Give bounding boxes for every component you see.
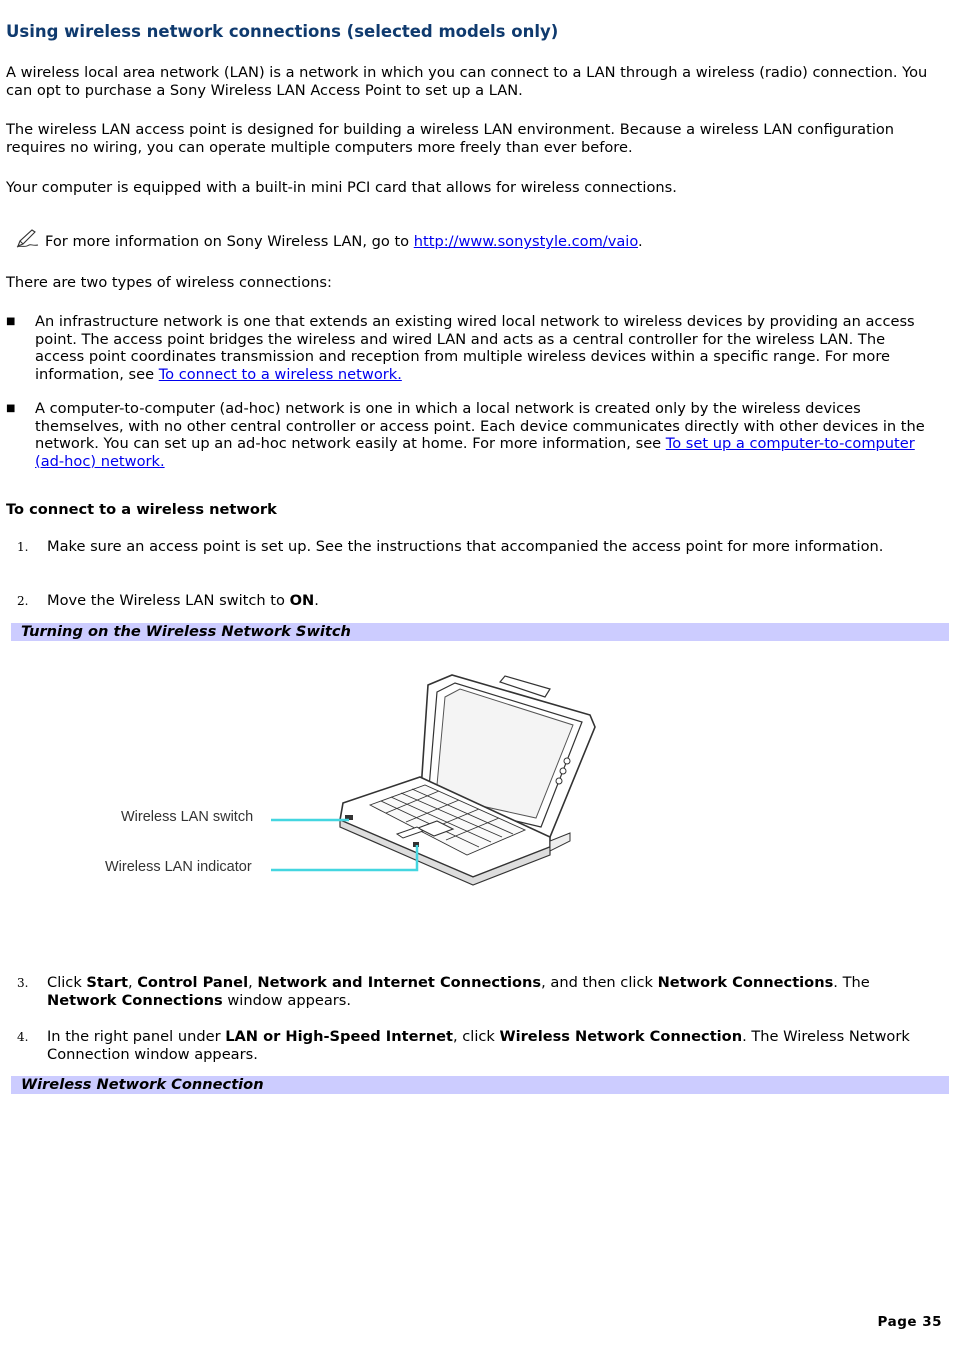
step-text-part: . The — [833, 974, 870, 991]
types-intro: There are two types of wireless connections: — [6, 274, 332, 291]
figure-caption-text: Wireless Network Connection — [21, 1076, 264, 1093]
step-text-part: , and then click — [541, 974, 658, 991]
step-number: 2. — [17, 594, 29, 608]
step-number: 3. — [17, 976, 29, 990]
figure-caption-text: Turning on the Wireless Network Switch — [21, 623, 351, 640]
bullet-square: ■ — [6, 403, 16, 414]
step-text-part: In the right panel under — [47, 1028, 226, 1045]
step-text-part: window appears. — [222, 991, 352, 1009]
step-text-part: . — [314, 592, 319, 609]
step-bold-part: Start — [86, 974, 128, 991]
step-text-part: , — [127, 974, 138, 991]
note-pen-icon — [16, 229, 40, 249]
step-text-part: , — [248, 974, 258, 991]
intro-paragraph-3: Your computer is equipped with a built-in mini PCI card that allows for wireless connections. — [6, 179, 677, 196]
step-bold-part: Wireless Network Connection — [499, 1028, 743, 1045]
sonystyle-link[interactable]: http://www.sonystyle.com/vaio — [413, 233, 639, 250]
connect-wireless-link[interactable]: To connect to a wireless network. — [158, 365, 402, 383]
section-heading: To connect to a wireless network — [6, 501, 277, 518]
step-3-text — [47, 974, 927, 1009]
note-text-end: . — [638, 233, 643, 250]
step-text-part: , click — [452, 1028, 500, 1045]
note-text: For more information on Sony Wireless LAN, go to — [45, 233, 414, 250]
bullet-square: ■ — [6, 316, 16, 327]
bullet-infrastructure — [35, 313, 925, 383]
laptop-illustration — [95, 665, 605, 890]
page-title: Using wireless network connections (selected models only) — [6, 22, 559, 41]
step-2-text — [47, 592, 927, 610]
note-line — [45, 233, 925, 251]
wireless-lan-indicator-label: Wireless LAN indicator — [105, 859, 252, 875]
adhoc-network-link[interactable]: To set up a computer-to-computer (ad-hoc) network. — [35, 435, 915, 470]
bullet-adhoc — [35, 400, 925, 470]
intro-paragraph-2: The wireless LAN access point is designed for building a wireless LAN environment. Because a wireless LAN configuration requires no wiring, you can operate multiple computers more freely than ever before. — [6, 121, 895, 156]
step-bold-part: Network Connections — [47, 991, 223, 1009]
wireless-lan-switch-label: Wireless LAN switch — [121, 809, 254, 825]
step-text-part: Click — [47, 974, 87, 991]
step-bold-part: LAN or High-Speed Internet — [225, 1028, 453, 1045]
step-bold-part: Network and Internet Connections — [257, 974, 542, 991]
step-bold-part: Network Connections — [657, 974, 834, 991]
step-number: 4. — [17, 1030, 29, 1044]
bullet-text: A computer-to-computer (ad-hoc) network is one in which a local network is created only by the wireless devices themselves, with no other central controller or access point. Each device communicates directly with other devices in the network. You can set up an ad-hoc network easily at home. For more information, see — [35, 400, 925, 452]
step-text-part: . The Wireless Network Connection window appears. — [47, 1028, 910, 1063]
step-1-text: Make sure an access point is set up. See the instructions that accompanied the access point for more information. — [47, 538, 884, 555]
step-4-text — [47, 1028, 927, 1063]
figure-caption-banner — [11, 623, 949, 641]
step-text-part: Move the Wireless LAN switch to — [47, 592, 290, 609]
step-bold-part: Control Panel — [137, 974, 249, 991]
bullet-text: An infrastructure network is one that extends an existing wired local network to wireless devices by providing an access point. The access point bridges the wireless and wired LAN and acts as a central controller for the wireless LAN. The access point coordinates transmission and reception from multiple wireless devices within a specific range. For more information, see — [35, 313, 915, 383]
step-number: 1. — [17, 540, 29, 554]
page-number: Page 35 — [877, 1314, 942, 1330]
step-bold-part: ON — [289, 592, 315, 609]
figure-caption-banner — [11, 1076, 949, 1094]
intro-paragraph-1: A wireless local area network (LAN) is a network in which you can connect to a LAN through a wireless (radio) connection. You can opt to purchase a Sony Wireless LAN Access Point to set up a LAN. — [6, 64, 928, 99]
